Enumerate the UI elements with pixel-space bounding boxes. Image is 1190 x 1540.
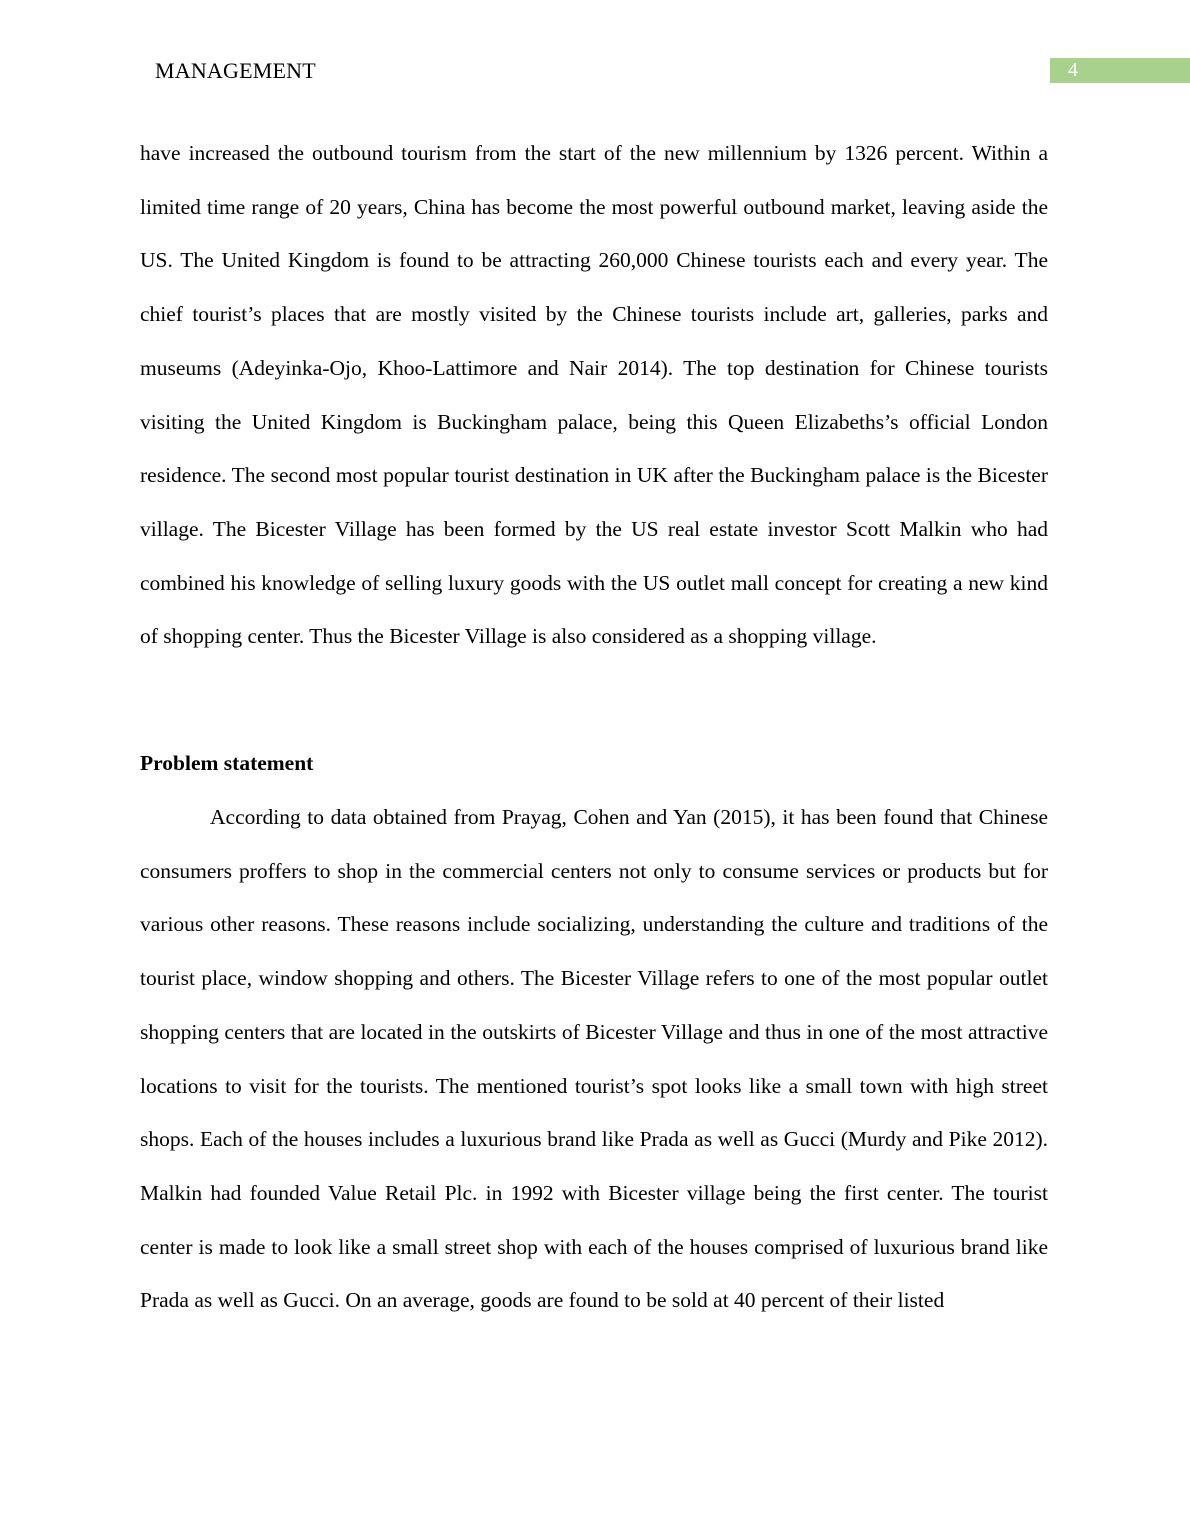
section-heading: Problem statement — [140, 751, 314, 775]
page-number: 4 — [1068, 59, 1078, 81]
body-paragraph-2: According to data obtained from Prayag, Cohen and Yan (2015), it has been found that Chinese consumers proffers to shop in the commercial centers not only to consume services or products but for various other reasons. These reasons include socializing, understanding the culture and traditions of the tourist place, window shopping and others. The Bicester Village refers to one of the most popular outlet shopping centers that are located in the outskirts of Bicester Village and thus in one of the most attractive locations to visit for the tourists. The mentioned tourist’s spot looks like a small town with high street shops. Each of the houses includes a luxurious brand like Prada as well as Gucci (Murdy and Pike 2012). Malkin had founded Value Retail Plc. in 1992 with Bicester village being the first center. The tourist center is made to look like a small street shop with each of the houses comprised of luxurious brand like Prada as well as Gucci. On an average, goods are found to be sold at 40 percent of their listed — [140, 805, 1048, 1313]
page-number-badge — [1050, 58, 1190, 83]
body-paragraph-1: have increased the outbound tourism from the start of the new millennium by 1326 percent. Within a limited time range of 20 years, China has become the most powerful outbound market, leaving aside the US. The United Kingdom is found to be attracting 260,000 Chinese tourists each and every year. The chief tourist’s places that are mostly visited by the Chinese tourists include art, galleries, parks and museums (Adeyinka-Ojo, Khoo-Lattimore and Nair 2014). The top destination for Chinese tourists visiting the United Kingdom is Buckingham palace, being this Queen Elizabeths’s official London residence. The second most popular tourist destination in UK after the Buckingham palace is the Bicester village. The Bicester Village has been formed by the US real estate investor Scott Malkin who had combined his knowledge of selling luxury goods with the US outlet mall concept for creating a new kind of shopping center. Thus the Bicester Village is also considered as a shopping village. — [140, 141, 1048, 649]
running-head: MANAGEMENT — [155, 58, 316, 83]
